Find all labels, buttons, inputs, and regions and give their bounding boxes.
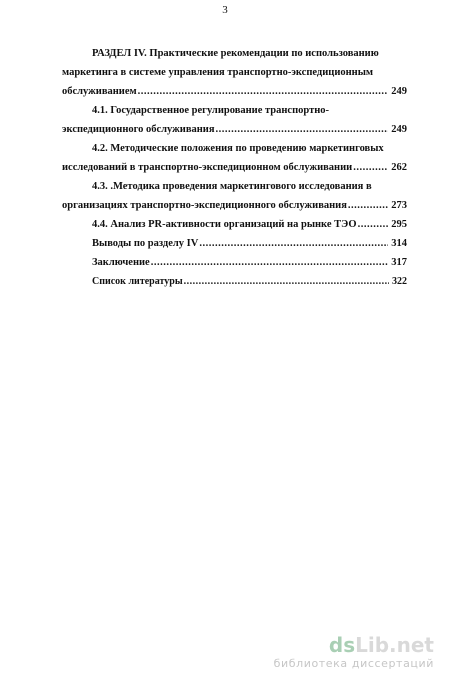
toc-entry-4-2 [62,139,407,177]
toc-entry-text-line: организациях транспортно-экспедиционного обслуживания [62,200,347,211]
watermark-tagline: библиотека диссертаций [273,657,434,670]
toc-page-number: 317 [391,257,407,268]
dot-leader [353,158,388,177]
toc-entry-4-1 [62,101,407,139]
toc-entry-conclusions-section-4 [62,234,407,253]
dot-leader [348,196,388,215]
toc-page-number: 262 [391,162,407,173]
dot-leader [358,215,389,234]
dot-leader [138,82,389,101]
toc-entry-text-line: маркетинга в системе управления транспортно-экспедиционным [62,67,374,78]
toc-page-number: 249 [391,86,407,97]
toc-entry-text-line: 4.3. .Методика проведения маркетингового исследования в [92,181,372,192]
toc-entry-text-line: Список литературы [92,276,183,287]
toc-entry-text-line: 4.4. Анализ PR-активности организаций на рынке ТЭО [92,219,357,230]
dot-leader [151,253,389,272]
toc-entry-text-line: обслуживанием [62,86,137,97]
toc-entry-text-line: Выводы по разделу IV [92,238,199,249]
toc-entry-text-line: 4.2. Методические положения по проведению маркетинговых [92,143,384,154]
toc-entry-4-3 [62,177,407,215]
dot-leader [216,120,389,139]
toc-entry-text-line: 4.1. Государственное регулирование транспортно- [92,105,330,116]
watermark [274,635,434,670]
toc-entry-4-4 [62,215,407,234]
toc-page-number: 273 [391,200,407,211]
toc-page-number: 322 [392,276,407,287]
toc-entry-text-line: РАЗДЕЛ IV. Практические рекомендации по использованию [92,48,379,59]
toc-entry-text-line: исследований в транспортно-экспедиционном обслуживании [62,162,353,173]
toc-page-number: 314 [391,238,407,249]
dot-leader [184,272,389,291]
dot-leader [199,234,388,253]
toc-page-number: 249 [391,124,407,135]
watermark-logo: dsLib.net [328,633,434,657]
toc-entry-conclusion [62,253,407,272]
toc-entry-text-line: Заключение [92,257,150,268]
toc-entry-section-4 [62,44,407,101]
toc-page-number: 295 [391,219,407,230]
table-of-contents [62,44,407,291]
toc-entry-references [62,272,407,291]
page-number: 3 [222,4,228,16]
toc-entry-text-line: экспедиционного обслуживания [62,124,215,135]
